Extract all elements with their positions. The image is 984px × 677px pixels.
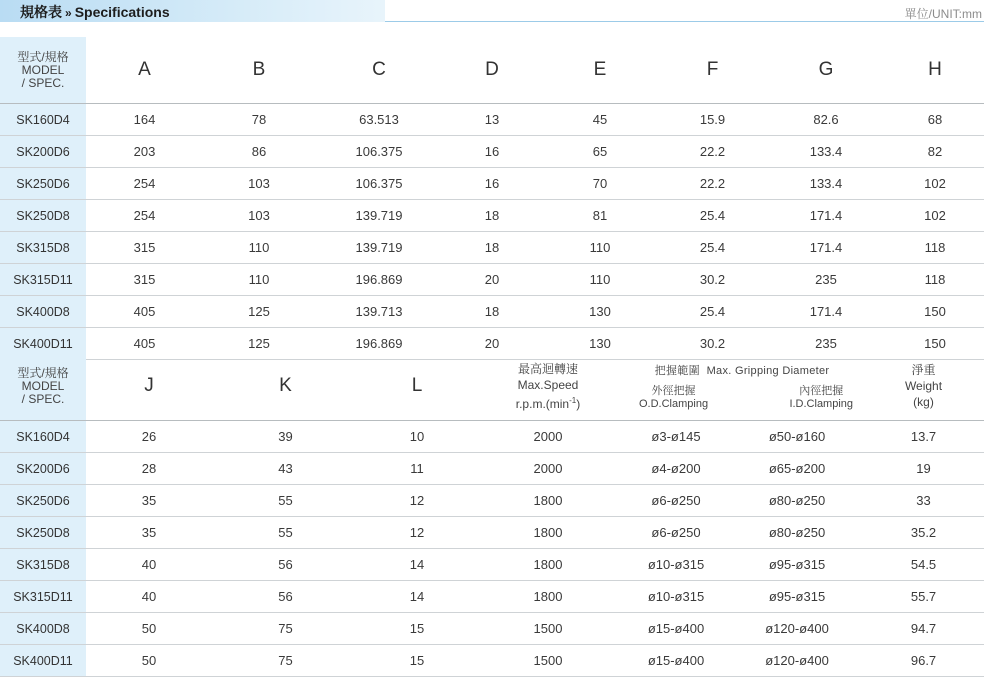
grip-header-en: Max. Gripping Diameter bbox=[706, 365, 830, 377]
model-cell: SK400D8 bbox=[0, 613, 86, 645]
value-cell: 10 bbox=[359, 421, 475, 453]
value-cell: 54.5 bbox=[863, 549, 984, 581]
value-cell: 40 bbox=[86, 549, 212, 581]
value-cell: 63.513 bbox=[315, 104, 443, 136]
value-cell: 81 bbox=[541, 200, 659, 232]
value-cell: 125 bbox=[203, 328, 315, 360]
value-cell: 1800 bbox=[475, 517, 621, 549]
value-cell: 405 bbox=[86, 328, 203, 360]
value-cell: 82 bbox=[886, 136, 984, 168]
value-cell: 254 bbox=[86, 200, 203, 232]
column-header-d: D bbox=[443, 37, 541, 104]
value-cell: 13.7 bbox=[863, 421, 984, 453]
value-cell: 1800 bbox=[475, 485, 621, 517]
table-row bbox=[0, 613, 984, 645]
id-clamping-en: I.D.Clamping bbox=[789, 398, 854, 410]
grip-header-zh: 把握範圍 bbox=[654, 365, 700, 377]
title-zh: 規格表 bbox=[20, 4, 62, 20]
weight-header-unit: (kg) bbox=[913, 395, 934, 409]
value-cell: 19 bbox=[863, 453, 984, 485]
column-header-j: J bbox=[86, 352, 212, 421]
model-cell: SK400D11 bbox=[0, 328, 86, 360]
section-title bbox=[20, 2, 170, 22]
model-cell: SK315D11 bbox=[0, 581, 86, 613]
value-cell: 25.4 bbox=[659, 296, 766, 328]
column-header-weight bbox=[863, 352, 984, 421]
value-cell: 254 bbox=[86, 168, 203, 200]
section-header bbox=[0, 0, 984, 22]
value-cell: 102 bbox=[886, 200, 984, 232]
value-cell: 235 bbox=[766, 264, 886, 296]
column-header-f: F bbox=[659, 37, 766, 104]
value-cell: 55 bbox=[212, 517, 359, 549]
value-cell: ø4-ø200 bbox=[621, 453, 731, 485]
value-cell: 164 bbox=[86, 104, 203, 136]
value-cell: 2000 bbox=[475, 453, 621, 485]
value-cell: ø120-ø400 bbox=[731, 645, 863, 677]
weight-header-zh: 淨重 bbox=[911, 363, 936, 377]
model-header-zh: 型式/規格 bbox=[17, 49, 69, 64]
table-row bbox=[0, 136, 984, 168]
value-cell: 18 bbox=[443, 296, 541, 328]
model-cell: SK160D4 bbox=[0, 421, 86, 453]
value-cell: ø120-ø400 bbox=[731, 613, 863, 645]
value-cell: 11 bbox=[359, 453, 475, 485]
value-cell: 196.869 bbox=[315, 264, 443, 296]
value-cell: ø50-ø160 bbox=[731, 421, 863, 453]
model-header-zh: 型式/規格 bbox=[17, 365, 69, 380]
value-cell: 65 bbox=[541, 136, 659, 168]
table2-body bbox=[0, 421, 984, 677]
spec-table-dimensions bbox=[0, 37, 984, 360]
table-row bbox=[0, 232, 984, 264]
value-cell: ø80-ø250 bbox=[731, 517, 863, 549]
value-cell: 30.2 bbox=[659, 264, 766, 296]
value-cell: 139.719 bbox=[315, 200, 443, 232]
value-cell: ø15-ø400 bbox=[621, 645, 731, 677]
table-row bbox=[0, 168, 984, 200]
value-cell: 315 bbox=[86, 232, 203, 264]
od-clamping-header bbox=[639, 382, 708, 410]
value-cell: ø10-ø315 bbox=[621, 549, 731, 581]
value-cell: 15.9 bbox=[659, 104, 766, 136]
value-cell: 68 bbox=[886, 104, 984, 136]
value-cell: 70 bbox=[541, 168, 659, 200]
unit-label: 單位/UNIT:mm bbox=[904, 7, 982, 21]
value-cell: 139.719 bbox=[315, 232, 443, 264]
table-row bbox=[0, 645, 984, 677]
value-cell: 20 bbox=[443, 328, 541, 360]
value-cell: 150 bbox=[886, 328, 984, 360]
model-cell: SK250D8 bbox=[0, 517, 86, 549]
column-header-gripping bbox=[621, 352, 863, 421]
value-cell: 22.2 bbox=[659, 136, 766, 168]
od-clamping-en: O.D.Clamping bbox=[639, 398, 709, 410]
chevron-icon: » bbox=[65, 6, 72, 20]
table-row bbox=[0, 421, 984, 453]
value-cell: 110 bbox=[203, 232, 315, 264]
value-cell: 103 bbox=[203, 200, 315, 232]
value-cell: ø95-ø315 bbox=[731, 549, 863, 581]
model-header-spec: / SPEC. bbox=[21, 75, 65, 90]
value-cell: 56 bbox=[212, 581, 359, 613]
model-header-spec: / SPEC. bbox=[21, 391, 65, 406]
value-cell: 171.4 bbox=[766, 232, 886, 264]
value-cell: 50 bbox=[86, 645, 212, 677]
value-cell: 1800 bbox=[475, 549, 621, 581]
column-header-speed bbox=[475, 352, 621, 421]
speed-unit-text: r.p.m.(min bbox=[515, 396, 570, 411]
column-header-h: H bbox=[886, 37, 984, 104]
value-cell: 45 bbox=[541, 104, 659, 136]
header-divider bbox=[385, 21, 984, 22]
value-cell: 130 bbox=[541, 296, 659, 328]
value-cell: 14 bbox=[359, 549, 475, 581]
value-cell: 196.869 bbox=[315, 328, 443, 360]
id-clamping-header bbox=[789, 382, 853, 410]
value-cell: ø6-ø250 bbox=[621, 517, 731, 549]
value-cell: 56 bbox=[212, 549, 359, 581]
value-cell: 16 bbox=[443, 136, 541, 168]
grip-subheaders bbox=[621, 378, 863, 410]
table-header-row bbox=[0, 352, 984, 421]
value-cell: 15 bbox=[359, 613, 475, 645]
value-cell: 405 bbox=[86, 296, 203, 328]
value-cell: 96.7 bbox=[863, 645, 984, 677]
column-header-c: C bbox=[315, 37, 443, 104]
weight-header-en: Weight bbox=[904, 379, 943, 393]
value-cell: 20 bbox=[443, 264, 541, 296]
model-cell: SK400D8 bbox=[0, 296, 86, 328]
model-cell: SK200D6 bbox=[0, 136, 86, 168]
table1-body bbox=[0, 104, 984, 360]
model-header bbox=[0, 352, 86, 421]
value-cell: 35 bbox=[86, 485, 212, 517]
model-cell: SK315D8 bbox=[0, 549, 86, 581]
value-cell: 110 bbox=[203, 264, 315, 296]
value-cell: ø6-ø250 bbox=[621, 485, 731, 517]
value-cell: 110 bbox=[541, 232, 659, 264]
model-cell: SK250D6 bbox=[0, 168, 86, 200]
model-cell: SK400D11 bbox=[0, 645, 86, 677]
value-cell: 103 bbox=[203, 168, 315, 200]
od-clamping-zh: 外徑把握 bbox=[651, 385, 696, 397]
table-row bbox=[0, 453, 984, 485]
value-cell: 133.4 bbox=[766, 136, 886, 168]
value-cell: 25.4 bbox=[659, 200, 766, 232]
value-cell: 235 bbox=[766, 328, 886, 360]
value-cell: ø10-ø315 bbox=[621, 581, 731, 613]
value-cell: 102 bbox=[886, 168, 984, 200]
value-cell: 28 bbox=[86, 453, 212, 485]
model-header bbox=[0, 37, 86, 104]
table-row bbox=[0, 517, 984, 549]
speed-header-en: Max.Speed bbox=[517, 377, 579, 392]
value-cell: 26 bbox=[86, 421, 212, 453]
column-header-k: K bbox=[212, 352, 359, 421]
value-cell: 133.4 bbox=[766, 168, 886, 200]
value-cell: 118 bbox=[886, 232, 984, 264]
value-cell: 12 bbox=[359, 485, 475, 517]
value-cell: 130 bbox=[541, 328, 659, 360]
speed-unit-end: ) bbox=[576, 396, 581, 411]
value-cell: ø65-ø200 bbox=[731, 453, 863, 485]
value-cell: ø3-ø145 bbox=[621, 421, 731, 453]
table-header-row bbox=[0, 37, 984, 104]
value-cell: 13 bbox=[443, 104, 541, 136]
value-cell: 12 bbox=[359, 517, 475, 549]
value-cell: 139.713 bbox=[315, 296, 443, 328]
spec-table-performance bbox=[0, 352, 984, 677]
value-cell: 110 bbox=[541, 264, 659, 296]
value-cell: ø95-ø315 bbox=[731, 581, 863, 613]
table-row bbox=[0, 581, 984, 613]
table-row bbox=[0, 104, 984, 136]
value-cell: 30.2 bbox=[659, 328, 766, 360]
value-cell: 43 bbox=[212, 453, 359, 485]
value-cell: 1800 bbox=[475, 581, 621, 613]
table-row bbox=[0, 200, 984, 232]
value-cell: 55.7 bbox=[863, 581, 984, 613]
value-cell: 39 bbox=[212, 421, 359, 453]
value-cell: 171.4 bbox=[766, 296, 886, 328]
model-cell: SK250D6 bbox=[0, 485, 86, 517]
model-cell: SK315D8 bbox=[0, 232, 86, 264]
table-row bbox=[0, 296, 984, 328]
model-header-en: MODEL bbox=[21, 62, 65, 77]
value-cell: 2000 bbox=[475, 421, 621, 453]
title-en: Specifications bbox=[74, 4, 170, 20]
table-row bbox=[0, 549, 984, 581]
value-cell: 55 bbox=[212, 485, 359, 517]
value-cell: 35.2 bbox=[863, 517, 984, 549]
value-cell: 315 bbox=[86, 264, 203, 296]
model-cell: SK160D4 bbox=[0, 104, 86, 136]
value-cell: 118 bbox=[886, 264, 984, 296]
column-header-b: B bbox=[203, 37, 315, 104]
model-header-en: MODEL bbox=[21, 378, 65, 393]
value-cell: 25.4 bbox=[659, 232, 766, 264]
value-cell: 33 bbox=[863, 485, 984, 517]
column-header-l: L bbox=[359, 352, 475, 421]
value-cell: 94.7 bbox=[863, 613, 984, 645]
value-cell: 150 bbox=[886, 296, 984, 328]
value-cell: 106.375 bbox=[315, 168, 443, 200]
column-header-g: G bbox=[766, 37, 886, 104]
value-cell: 22.2 bbox=[659, 168, 766, 200]
value-cell: 40 bbox=[86, 581, 212, 613]
value-cell: 14 bbox=[359, 581, 475, 613]
value-cell: ø80-ø250 bbox=[731, 485, 863, 517]
model-cell: SK200D6 bbox=[0, 453, 86, 485]
value-cell: 50 bbox=[86, 613, 212, 645]
value-cell: 16 bbox=[443, 168, 541, 200]
speed-header-zh: 最高迴轉速 bbox=[517, 361, 578, 376]
value-cell: 106.375 bbox=[315, 136, 443, 168]
model-cell: SK315D11 bbox=[0, 264, 86, 296]
value-cell: 75 bbox=[212, 645, 359, 677]
value-cell: 86 bbox=[203, 136, 315, 168]
value-cell: 15 bbox=[359, 645, 475, 677]
grip-header-title bbox=[621, 362, 863, 378]
value-cell: 75 bbox=[212, 613, 359, 645]
value-cell: ø15-ø400 bbox=[621, 613, 731, 645]
value-cell: 82.6 bbox=[766, 104, 886, 136]
speed-header-unit bbox=[475, 393, 621, 412]
column-header-e: E bbox=[541, 37, 659, 104]
value-cell: 18 bbox=[443, 200, 541, 232]
id-clamping-zh: 內徑把握 bbox=[799, 385, 844, 397]
value-cell: 18 bbox=[443, 232, 541, 264]
table-row bbox=[0, 485, 984, 517]
column-header-a: A bbox=[86, 37, 203, 104]
value-cell: 35 bbox=[86, 517, 212, 549]
model-cell: SK250D8 bbox=[0, 200, 86, 232]
value-cell: 1500 bbox=[475, 613, 621, 645]
value-cell: 203 bbox=[86, 136, 203, 168]
value-cell: 78 bbox=[203, 104, 315, 136]
table-row bbox=[0, 264, 984, 296]
value-cell: 1500 bbox=[475, 645, 621, 677]
speed-unit-sup: -1 bbox=[569, 395, 577, 405]
value-cell: 171.4 bbox=[766, 200, 886, 232]
value-cell: 125 bbox=[203, 296, 315, 328]
